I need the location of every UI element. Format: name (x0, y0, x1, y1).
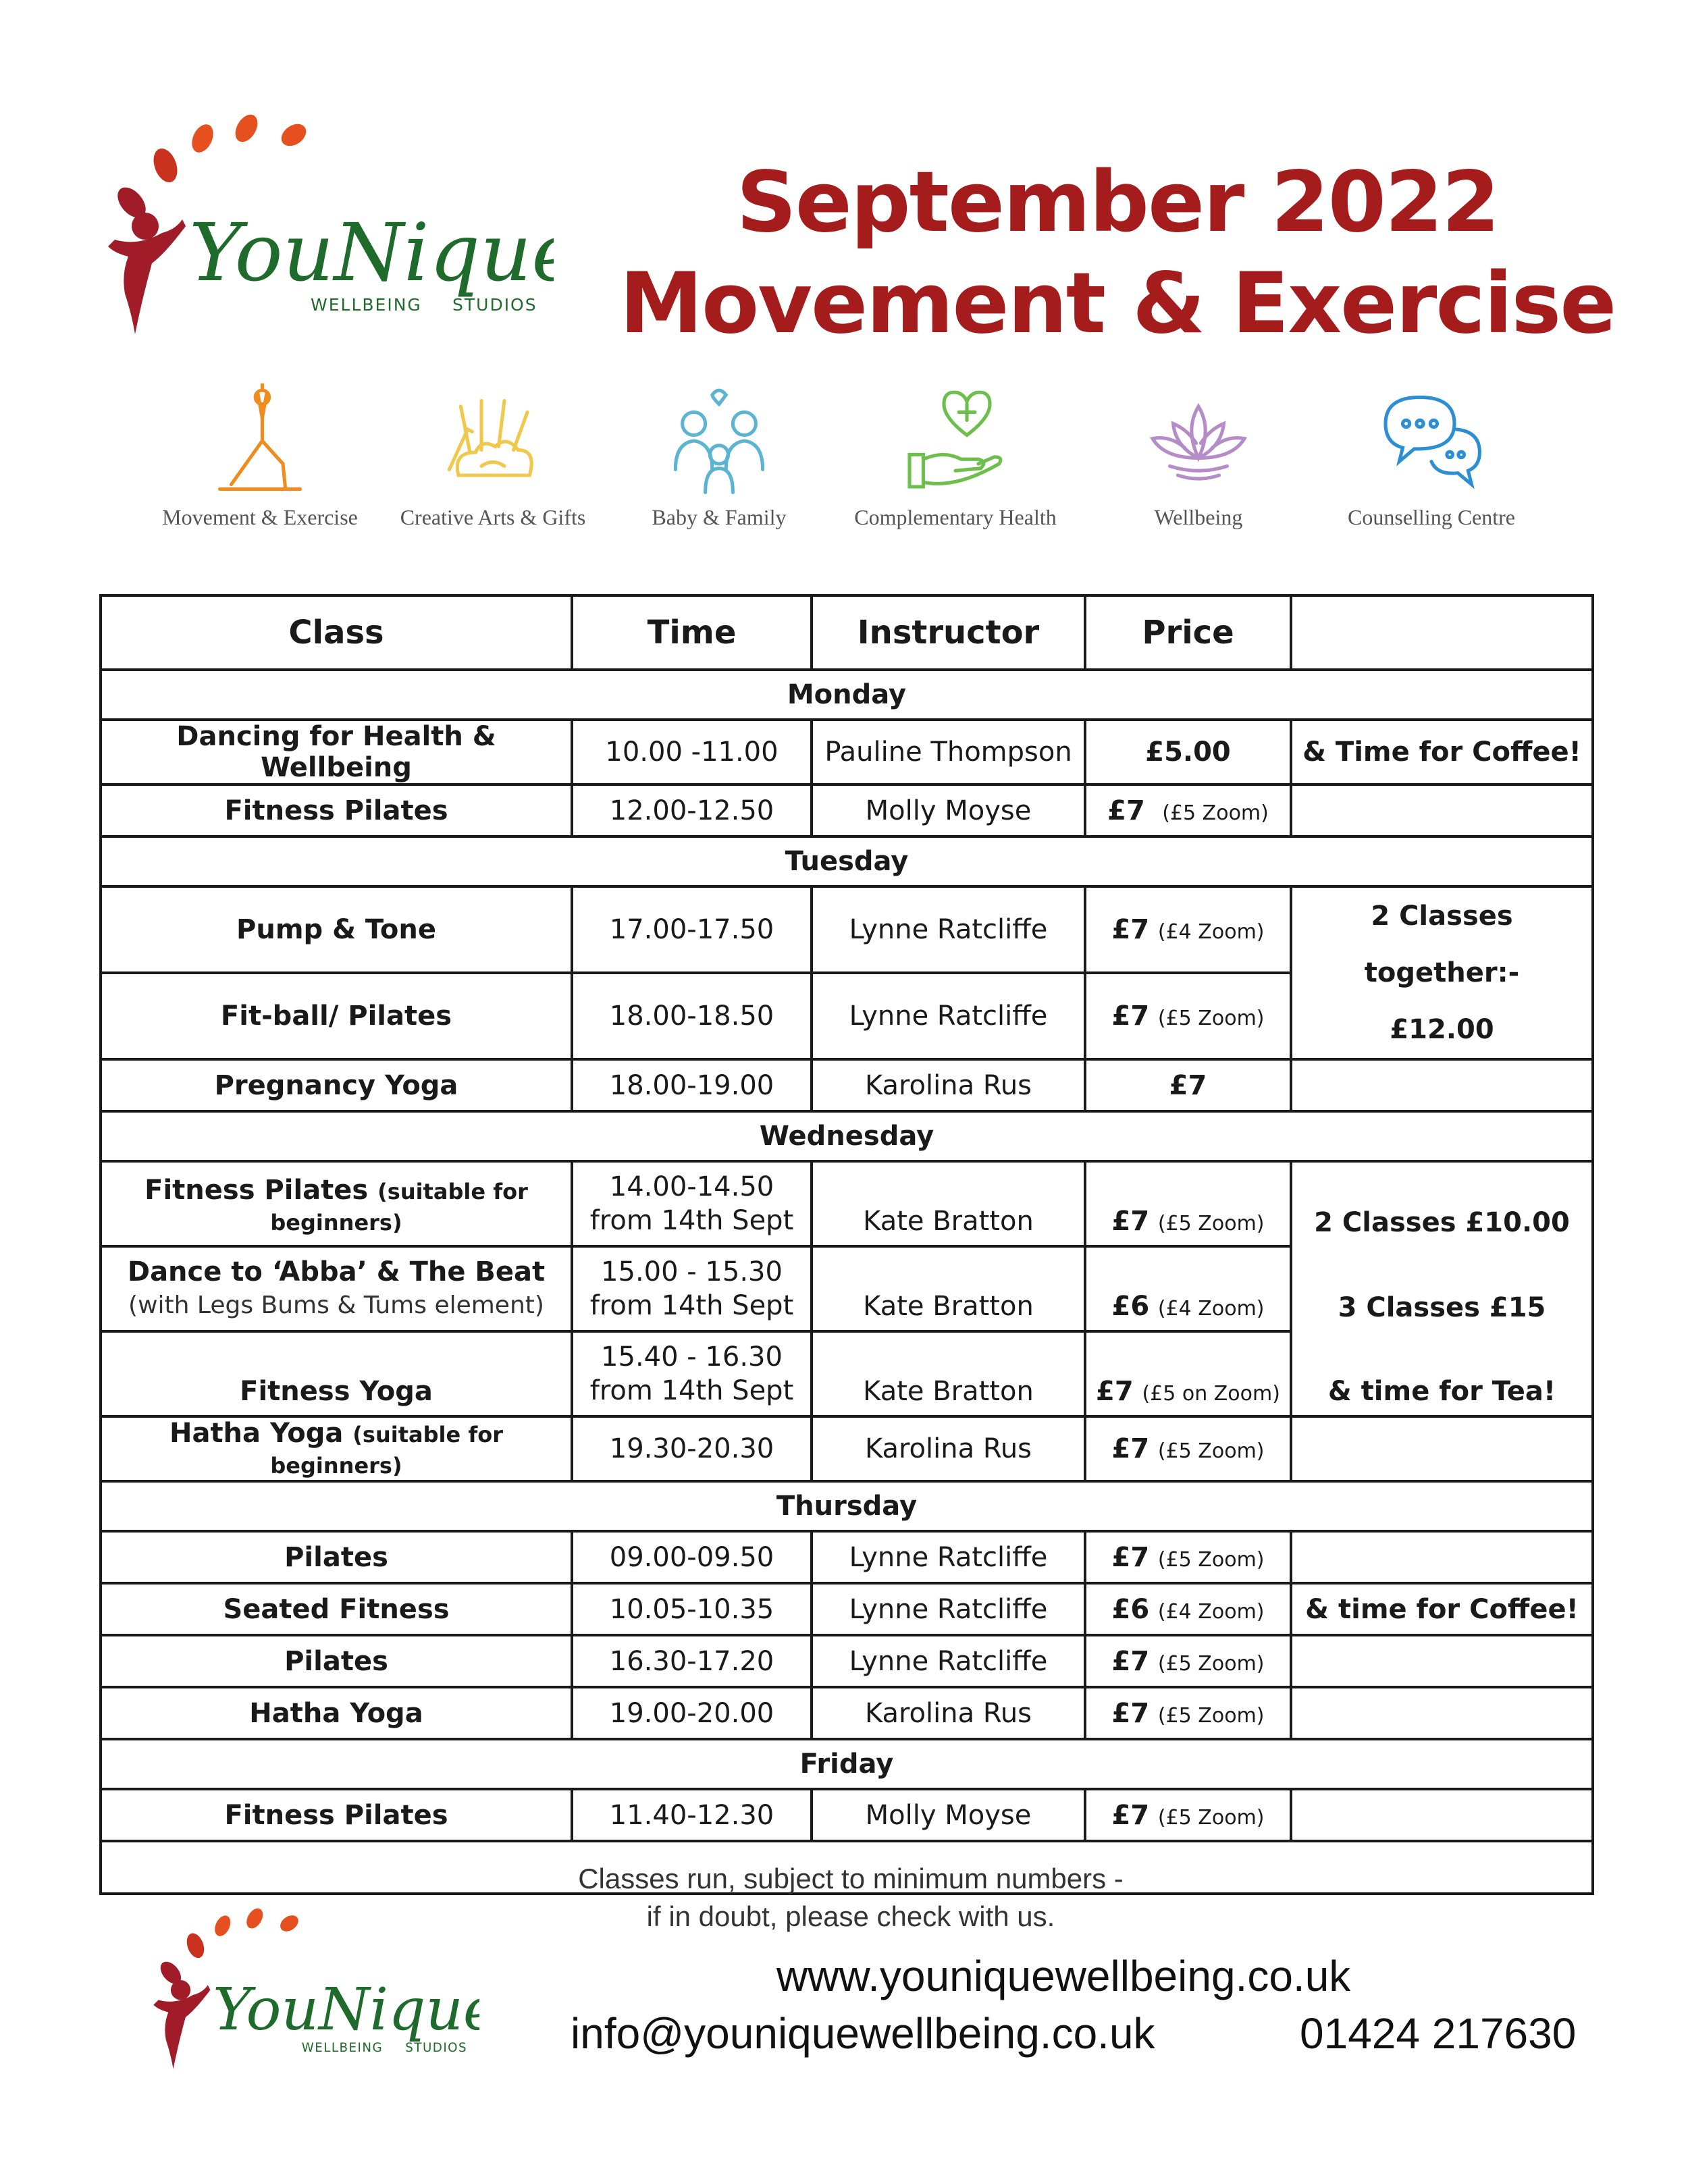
price-value: £7 (1111, 914, 1150, 945)
col-header-price: Price (1085, 595, 1291, 670)
brand-logo-footer (149, 1904, 479, 2086)
zoom-price: (£5 Zoom) (1157, 1007, 1265, 1030)
zoom-price: (£5 Zoom) (1157, 1212, 1265, 1235)
zoom-price: (£5 Zoom) (1157, 1439, 1265, 1463)
extra-note: & Time for Coffee! (1291, 720, 1593, 784)
instructor: Pauline Thompson (812, 720, 1085, 784)
brand-name: YouNique (189, 206, 554, 299)
class-name: Pump & Tone (101, 886, 572, 973)
price-value: £6 (1111, 1593, 1150, 1625)
instructor: Lynne Ratcliffe (812, 886, 1085, 973)
brand-name: YouNique (213, 1976, 479, 2044)
price-value: £7 (1111, 1697, 1150, 1729)
time-cell (572, 1331, 812, 1416)
class-cell (101, 1416, 572, 1481)
heart-hand-icon (898, 383, 1013, 498)
class-time: 18.00-18.50 (572, 973, 812, 1059)
price-value: £6 (1111, 1291, 1150, 1322)
class-note: (suitable for beginners) (270, 1422, 504, 1479)
col-header-extra (1291, 595, 1593, 670)
zoom-price: (£4 Zoom) (1157, 1599, 1265, 1624)
instructor: Lynne Ratcliffe (812, 1635, 1085, 1687)
price (1085, 1531, 1291, 1583)
class-time: 11.40-12.30 (572, 1789, 812, 1841)
brand-sub-right: STUDIOS (452, 295, 537, 315)
category-label: Movement & Exercise (162, 505, 358, 529)
extra-note (1291, 1531, 1593, 1583)
price (1085, 1161, 1291, 1246)
class-time: 19.00-20.00 (572, 1687, 812, 1739)
time-cell (572, 1246, 812, 1331)
class-name: Fitness Pilates (101, 1789, 572, 1841)
class-name: Hatha Yoga (169, 1418, 344, 1449)
day-label: Friday (101, 1739, 1593, 1789)
day-row-monday (101, 670, 1593, 720)
speech-bubbles-icon (1374, 383, 1489, 498)
price-value: £7 (1169, 1069, 1207, 1101)
class-name: Seated Fitness (101, 1583, 572, 1635)
class-note: (suitable for beginners) (270, 1179, 528, 1235)
time-note: from 14th Sept (589, 1375, 794, 1406)
brand-sub-left: WELLBEING (301, 2041, 384, 2056)
class-time: 14.00-14.50 (609, 1171, 774, 1202)
price (1085, 1583, 1291, 1635)
price-value: £7 (1096, 1376, 1134, 1407)
table-row (101, 1635, 1593, 1687)
class-name: Fitness Pilates (101, 784, 572, 836)
category-wellbeing (1084, 383, 1313, 530)
extra-note (1291, 784, 1593, 836)
instructor: Kate Bratton (812, 1246, 1085, 1331)
price (1085, 886, 1291, 973)
page-title (608, 152, 1627, 354)
class-time: 16.30-17.20 (572, 1635, 812, 1687)
extra-note (1291, 1789, 1593, 1841)
class-name: Fitness Pilates (144, 1175, 369, 1206)
email-link[interactable]: info@youniquewellbeing.co.uk (571, 2009, 1155, 2058)
col-header-class: Class (101, 595, 572, 670)
extra-note-line-1: 2 Classes together:- (1364, 901, 1520, 988)
price (1085, 1246, 1291, 1331)
footer-note (513, 1860, 1188, 1936)
category-baby-family (604, 383, 834, 530)
price-value: £7 (1111, 1001, 1150, 1032)
table-row (101, 1583, 1593, 1635)
category-counselling (1317, 383, 1546, 530)
class-time: 10.05-10.35 (572, 1583, 812, 1635)
col-header-time: Time (572, 595, 812, 670)
day-label: Wednesday (101, 1111, 1593, 1161)
price (1085, 1687, 1291, 1739)
class-time: 18.00-19.00 (572, 1059, 812, 1111)
class-name: Pilates (101, 1635, 572, 1687)
category-complementary (841, 383, 1070, 530)
table-row (101, 784, 1593, 836)
table-row (101, 1246, 1593, 1331)
class-time: 12.00-12.50 (572, 784, 812, 836)
instructor: Kate Bratton (812, 1331, 1085, 1416)
class-name: Pregnancy Yoga (101, 1059, 572, 1111)
table-row (101, 1789, 1593, 1841)
price-value: £7 (1107, 795, 1145, 826)
extra-note: 3 Classes £15 (1291, 1246, 1593, 1331)
class-cell (101, 1246, 572, 1331)
zoom-price: (£5 Zoom) (1157, 1651, 1265, 1676)
extra-note (1291, 1687, 1593, 1739)
zoom-price: (£5 Zoom) (1162, 801, 1269, 825)
instructor: Karolina Rus (812, 1059, 1085, 1111)
day-row-friday (101, 1739, 1593, 1789)
day-row-tuesday (101, 836, 1593, 886)
price-value: £7 (1111, 1645, 1150, 1677)
class-name: Dance to ‘Abba’ & The Beat (127, 1256, 546, 1287)
table-header-row (101, 595, 1593, 670)
extra-note (1291, 1416, 1593, 1481)
class-name: Hatha Yoga (101, 1687, 572, 1739)
yoga-pose-icon (203, 383, 317, 498)
table-row (101, 1161, 1593, 1246)
instructor: Kate Bratton (812, 1161, 1085, 1246)
price-value: £7 (1111, 1433, 1150, 1464)
category-label: Baby & Family (652, 505, 787, 529)
extra-note: 2 Classes £10.00 (1291, 1161, 1593, 1246)
class-time: 19.30-20.30 (572, 1416, 812, 1481)
schedule-table (99, 594, 1594, 1895)
footer-note-line-1: Classes run, subject to minimum numbers - (578, 1863, 1124, 1894)
day-row-thursday (101, 1481, 1593, 1531)
class-time: 15.00 - 15.30 (601, 1256, 783, 1287)
brand-sub-left: WELLBEING (311, 295, 422, 315)
time-note: from 14th Sept (589, 1290, 794, 1321)
brand-logo (101, 111, 554, 354)
title-line-2: Movement & Exercise (619, 255, 1616, 352)
title-line-1: September 2022 (736, 154, 1499, 251)
day-label: Monday (101, 670, 1593, 720)
instructor: Lynne Ratcliffe (812, 1583, 1085, 1635)
zoom-price: (£4 Zoom) (1157, 1297, 1265, 1321)
zoom-price: (£5 Zoom) (1157, 1805, 1265, 1830)
instructor: Karolina Rus (812, 1416, 1085, 1481)
phone-number: 01424 217630 (1300, 2009, 1577, 2058)
category-label: Wellbeing (1154, 505, 1243, 529)
extra-note (1291, 886, 1593, 1059)
class-time: 17.00-17.50 (572, 886, 812, 973)
col-header-instructor: Instructor (812, 595, 1085, 670)
extra-note (1291, 1059, 1593, 1111)
instructor: Molly Moyse (812, 1789, 1085, 1841)
class-name: Pilates (101, 1531, 572, 1583)
class-time: 09.00-09.50 (572, 1531, 812, 1583)
brand-sub-right: STUDIOS (405, 2041, 468, 2056)
price (1085, 1331, 1291, 1416)
instructor: Lynne Ratcliffe (812, 973, 1085, 1059)
table-row (101, 1059, 1593, 1111)
class-name: Dancing for Health & Wellbeing (101, 720, 572, 784)
day-label: Tuesday (101, 836, 1593, 886)
lotus-icon (1141, 383, 1256, 498)
zoom-price: (£5 on Zoom) (1142, 1382, 1280, 1406)
time-cell (572, 1161, 812, 1246)
table-row (101, 720, 1593, 784)
day-label: Thursday (101, 1481, 1593, 1531)
price-value: £5.00 (1145, 737, 1231, 768)
class-name: Fit-ball/ Pilates (101, 973, 572, 1059)
price (1085, 1416, 1291, 1481)
price-value: £7 (1111, 1206, 1150, 1237)
website-link[interactable]: www.youniquewellbeing.co.uk (776, 1952, 1351, 2000)
extra-note-line-2: £12.00 (1390, 1014, 1494, 1045)
day-row-wednesday (101, 1111, 1593, 1161)
extra-note: & time for Coffee! (1291, 1583, 1593, 1635)
footer-note-line-2: if in doubt, please check with us. (646, 1900, 1055, 1932)
class-time: 10.00 -11.00 (572, 720, 812, 784)
price (1085, 1789, 1291, 1841)
class-cell (101, 1161, 572, 1246)
zoom-price: (£5 Zoom) (1157, 1703, 1265, 1728)
price (1085, 720, 1291, 784)
category-icons (145, 383, 1570, 545)
price-value: £7 (1111, 1541, 1150, 1573)
table-row (101, 1331, 1593, 1416)
price (1085, 1059, 1291, 1111)
extra-note (1291, 1635, 1593, 1687)
instructor: Molly Moyse (812, 784, 1085, 836)
category-label: Creative Arts & Gifts (400, 505, 586, 529)
instructor: Karolina Rus (812, 1687, 1085, 1739)
class-note: (with Legs Bums & Tums element) (128, 1291, 544, 1319)
class-time: 15.40 - 16.30 (601, 1341, 783, 1373)
category-label: Complementary Health (854, 505, 1057, 529)
price (1085, 1635, 1291, 1687)
price (1085, 784, 1291, 836)
zoom-price: (£4 Zoom) (1157, 920, 1265, 944)
class-name: Fitness Yoga (101, 1331, 572, 1416)
zoom-price: (£5 Zoom) (1157, 1547, 1265, 1572)
family-icon (662, 383, 776, 498)
table-row (101, 886, 1593, 973)
category-creative (378, 383, 608, 530)
table-row (101, 1531, 1593, 1583)
table-row (101, 1687, 1593, 1739)
instructor: Lynne Ratcliffe (812, 1531, 1085, 1583)
category-label: Counselling Centre (1348, 505, 1515, 529)
extra-note: & time for Tea! (1291, 1331, 1593, 1416)
price (1085, 973, 1291, 1059)
table-row (101, 1416, 1593, 1481)
art-supplies-icon (436, 383, 550, 498)
time-note: from 14th Sept (589, 1205, 794, 1236)
category-movement (145, 383, 375, 530)
price-value: £7 (1111, 1799, 1150, 1831)
